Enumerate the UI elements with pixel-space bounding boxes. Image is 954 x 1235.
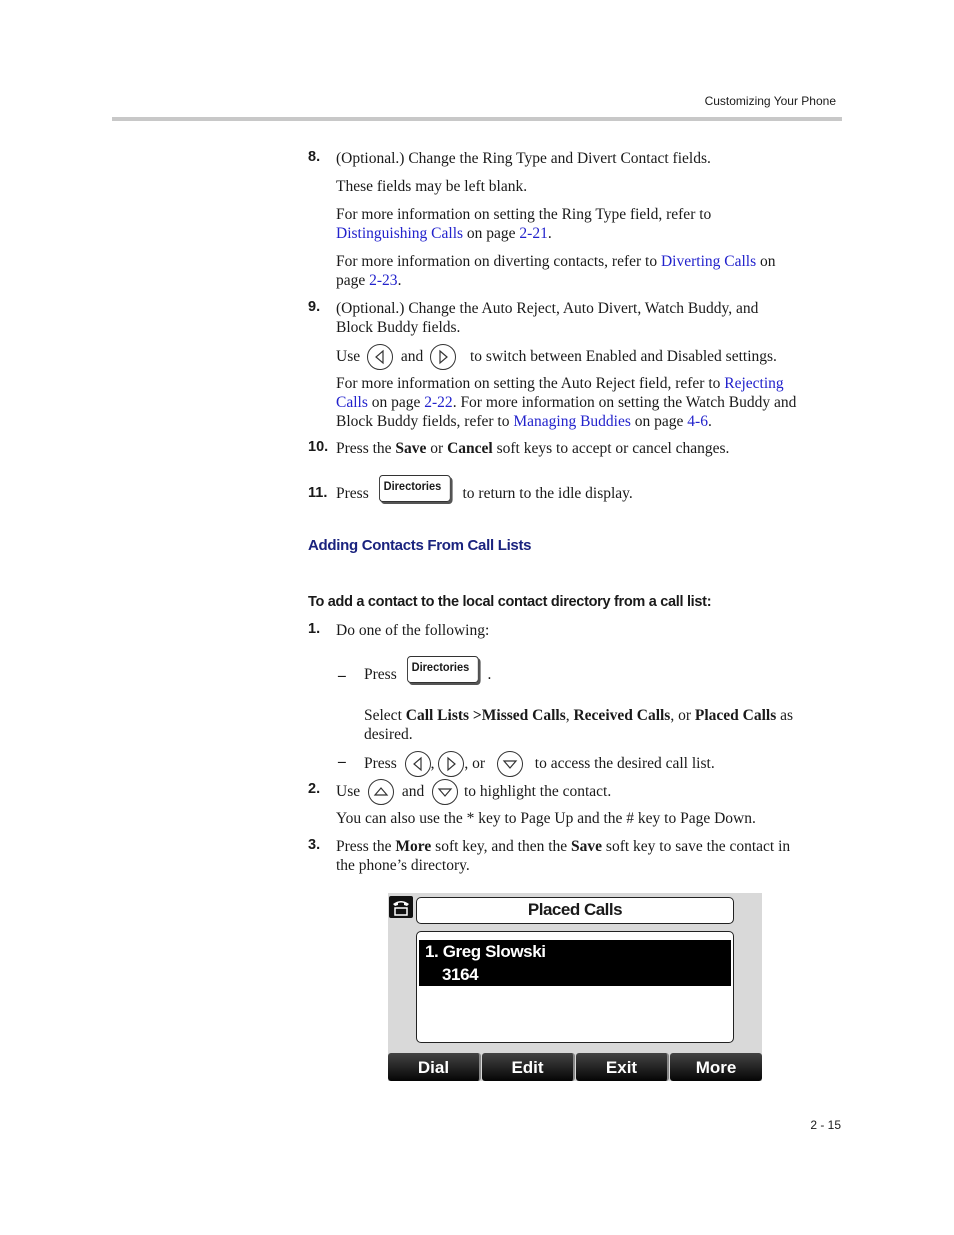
right-arrow-key-icon — [438, 751, 464, 777]
link-rejecting-calls-cont[interactable]: Calls — [336, 394, 368, 411]
phone-screen-figure — [388, 893, 762, 1081]
proc-step-1-number: 1. — [308, 621, 321, 637]
page-number: 2 - 15 — [810, 1118, 841, 1132]
call-list — [416, 931, 734, 1043]
link-page-2-21[interactable]: 2-21 — [519, 225, 548, 242]
bullet-dash: – — [338, 667, 346, 684]
left-arrow-key-icon — [367, 344, 393, 370]
press-directories-line: Press Directories . — [364, 657, 491, 687]
step-9-info: For more information on setting the Auto Reject field, refer to Rejecting Calls on page 2-22. For more information on setting the Watch Buddy and Block Buddy fields, refer to Managing Buddies on page 4-6. — [336, 375, 797, 430]
step-8-divert-info: For more information on diverting contacts, refer to Diverting Calls on page 2-23. — [336, 253, 776, 289]
proc-step-3-text: Press the More soft key, and then the Save soft key to save the contact in the phone’s directory. — [336, 838, 791, 874]
link-managing-buddies[interactable]: Managing Buddies — [513, 413, 631, 430]
softkey-dial[interactable]: Dial — [388, 1053, 481, 1081]
section-heading: Adding Contacts From Call Lists — [308, 537, 532, 554]
softkey-bar — [388, 1053, 762, 1081]
press-arrows-line: Press , , or to access the desired call list. — [364, 750, 715, 778]
step-8-text: (Optional.) Change the Ring Type and Divert Contact fields. — [336, 150, 711, 167]
step-11-text: Press Directories to return to the idle display. — [336, 476, 633, 506]
selected-call-entry[interactable] — [419, 940, 731, 986]
down-arrow-key-icon — [497, 751, 523, 777]
step-8-ring-info: For more information on setting the Ring Type field, refer to Distinguishing Calls on page 2-21. — [336, 206, 712, 242]
softkey-edit[interactable]: Edit — [482, 1053, 575, 1081]
procedure-heading: To add a contact to the local contact directory from a call list: — [308, 594, 712, 610]
directories-key-icon: Directories — [379, 475, 451, 502]
link-page-2-22[interactable]: 2-22 — [424, 394, 453, 411]
select-call-lists-text: Select Call Lists >Missed Calls, Received Calls, or Placed Calls as desired. — [364, 707, 794, 743]
up-arrow-key-icon — [368, 779, 394, 805]
screen-title: Placed Calls — [416, 897, 734, 924]
link-rejecting-calls[interactable]: Rejecting — [724, 375, 784, 392]
link-diverting-calls[interactable]: Diverting Calls — [660, 253, 757, 270]
header-rule — [112, 117, 842, 121]
softkey-exit[interactable]: Exit — [576, 1053, 669, 1081]
running-header: Customizing Your Phone — [704, 94, 836, 108]
bullet-dash: – — [338, 753, 346, 770]
entry-name: 1. Greg Slowski — [425, 942, 546, 961]
proc-step-1-text: Do one of the following: — [336, 622, 490, 639]
step-9-text: (Optional.) Change the Auto Reject, Auto Divert, Watch Buddy, and Block Buddy fields. — [336, 300, 759, 336]
proc-step-2-text: Use and to highlight the contact. — [336, 778, 611, 806]
softkey-more[interactable]: More — [670, 1053, 762, 1081]
directories-key-icon: Directories — [407, 656, 479, 683]
phone-handset-icon — [389, 896, 413, 918]
proc-step-2-note: You can also use the * key to Page Up and the # key to Page Down. — [336, 810, 756, 827]
right-arrow-key-icon — [430, 344, 456, 370]
down-arrow-key-icon — [432, 779, 458, 805]
step-10-number: 10. — [308, 439, 329, 455]
link-distinguishing-calls[interactable]: Distinguishing Calls — [336, 225, 464, 242]
step-10-text: Press the Save or Cancel soft keys to accept or cancel changes. — [336, 440, 730, 457]
link-page-4-6[interactable]: 4-6 — [687, 413, 708, 430]
step-11-number: 11. — [308, 485, 328, 501]
proc-step-3-number: 3. — [308, 837, 321, 853]
step-9-number: 9. — [308, 299, 321, 315]
proc-step-2-number: 2. — [308, 781, 321, 797]
link-page-2-23[interactable]: 2-23 — [369, 272, 398, 289]
left-arrow-key-icon — [405, 751, 431, 777]
step-8-note: These fields may be left blank. — [336, 178, 528, 195]
entry-number: 3164 — [442, 965, 479, 984]
step-8-number: 8. — [308, 149, 321, 165]
step-9-toggle-instruction: Use and to switch between Enabled and Disabled settings. — [336, 343, 777, 371]
